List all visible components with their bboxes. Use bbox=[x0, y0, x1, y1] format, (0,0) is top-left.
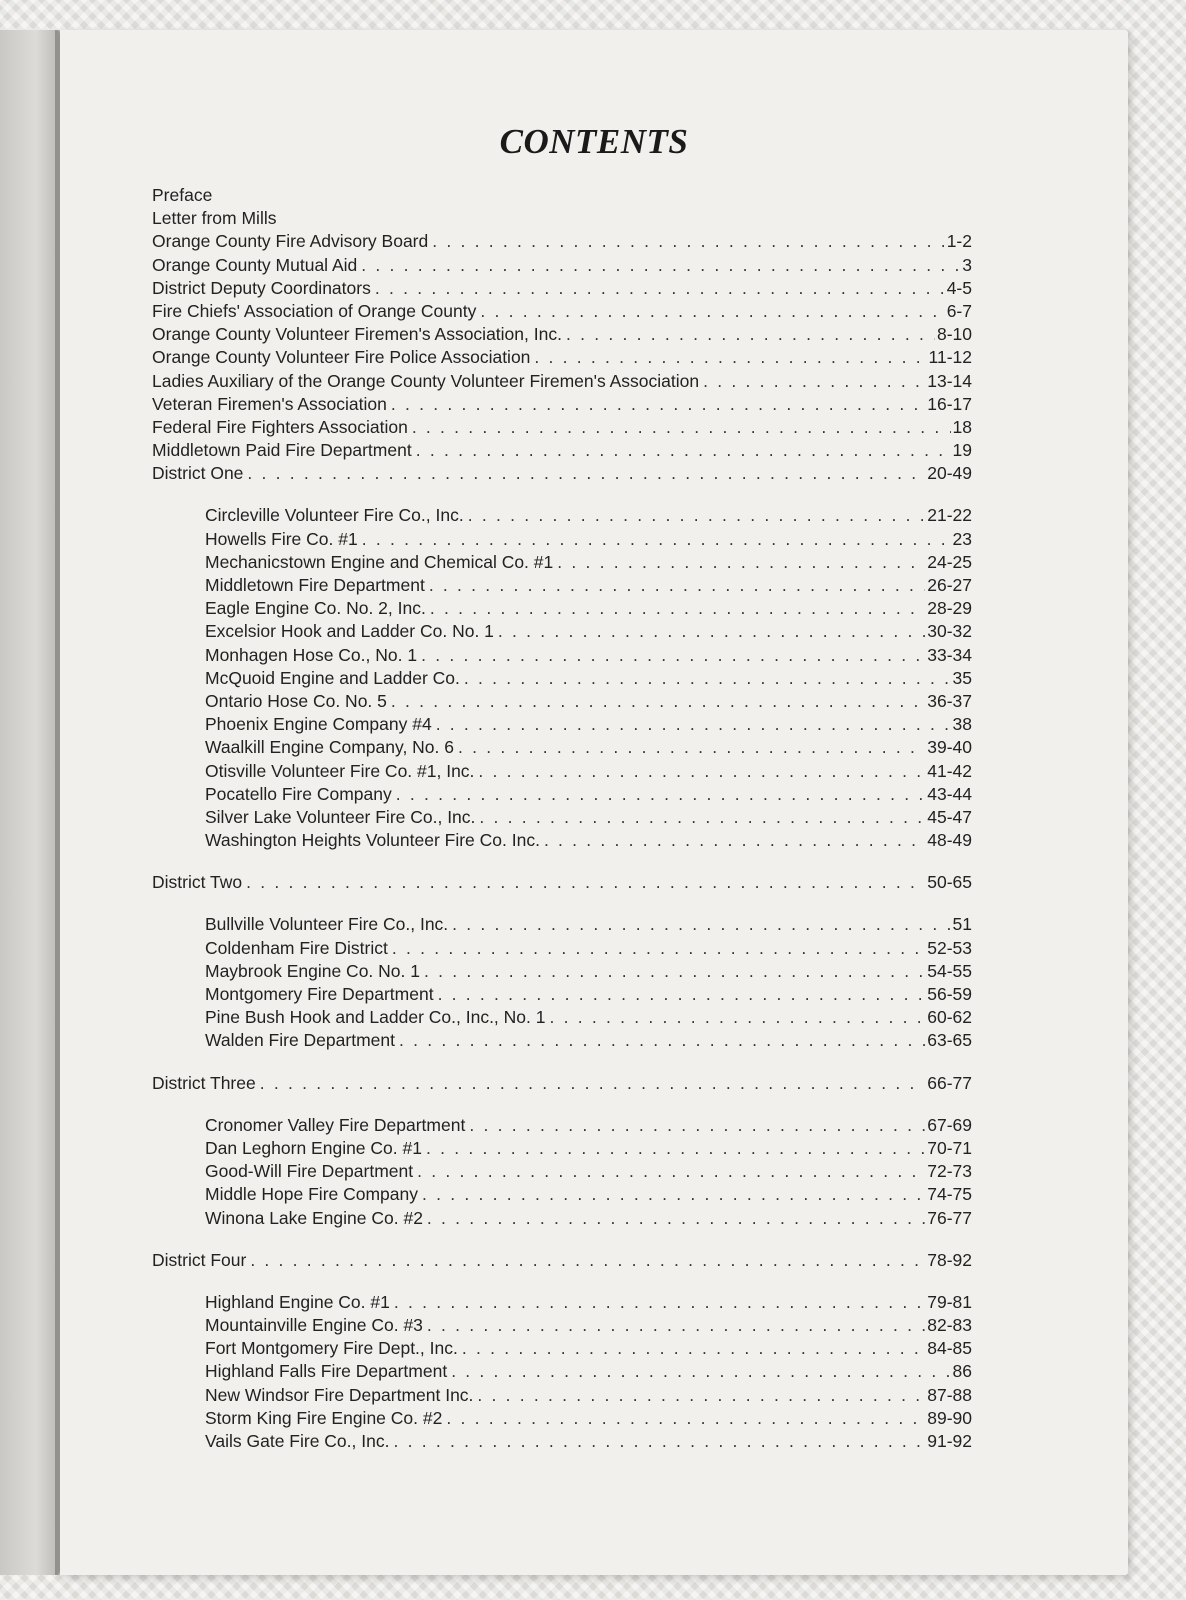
table-of-contents bbox=[152, 184, 972, 1453]
toc-entry-pages: 4-5 bbox=[946, 277, 972, 298]
toc-entry bbox=[152, 1207, 972, 1230]
toc-entry-label: Monhagen Hose Co., No. 1 bbox=[205, 644, 418, 665]
toc-entry-label: Eagle Engine Co. No. 2, Inc. bbox=[205, 598, 426, 619]
toc-entry-label: District Four bbox=[152, 1249, 247, 1270]
leader-dots bbox=[429, 574, 925, 597]
leader-dots bbox=[361, 254, 960, 277]
leader-dots bbox=[391, 393, 925, 416]
leader-dots bbox=[246, 871, 925, 894]
toc-entry-pages: 51 bbox=[952, 914, 972, 935]
leader-dots bbox=[438, 983, 926, 1006]
toc-entry-label: Maybrook Engine Co. No. 1 bbox=[205, 960, 420, 981]
toc-entry-pages: 16-17 bbox=[927, 393, 972, 414]
toc-entry-pages: 33-34 bbox=[927, 644, 972, 665]
leader-dots bbox=[534, 346, 926, 369]
leader-dots bbox=[362, 528, 951, 551]
toc-entry-label: District Deputy Coordinators bbox=[152, 277, 371, 298]
toc-entry-pages: 39-40 bbox=[927, 737, 972, 758]
toc-district-heading bbox=[152, 1249, 972, 1272]
toc-entry-label: Pine Bush Hook and Ladder Co., Inc., No. 1 bbox=[205, 1007, 546, 1028]
facing-page-edge bbox=[0, 30, 60, 1575]
toc-entry-pages: 11-12 bbox=[928, 347, 972, 368]
toc-entry-pages: 26-27 bbox=[927, 575, 972, 595]
toc-entry-label: Orange County Volunteer Firemen's Association, Inc. bbox=[152, 324, 562, 345]
leader-dots bbox=[703, 370, 925, 393]
toc-entry-label: Highland Falls Fire Department bbox=[205, 1361, 448, 1382]
toc-entry-pages: 87-88 bbox=[927, 1384, 972, 1405]
toc-entry bbox=[152, 913, 972, 936]
toc-entry-label: Mountainville Engine Co. #3 bbox=[205, 1315, 423, 1336]
toc-entry-label: Winona Lake Engine Co. #2 bbox=[205, 1207, 423, 1228]
toc-entry-label: Veteran Firemen's Association bbox=[152, 393, 387, 414]
leader-dots bbox=[498, 620, 925, 643]
toc-entry-pages: 66-77 bbox=[927, 1072, 972, 1093]
toc-entry-label: Montgomery Fire Department bbox=[205, 984, 434, 1004]
toc-entry-pages: 48-49 bbox=[927, 830, 972, 851]
toc-entry-label: Ontario Hose Co. No. 5 bbox=[205, 690, 387, 711]
toc-entry-label: Howells Fire Co. #1 bbox=[205, 528, 358, 549]
leader-dots bbox=[480, 300, 944, 323]
toc-entry bbox=[152, 760, 972, 783]
toc-entry-label: Preface bbox=[152, 185, 213, 205]
leader-dots bbox=[399, 1029, 925, 1052]
toc-entry-pages: 84-85 bbox=[927, 1338, 972, 1359]
toc-entry-pages: 50-65 bbox=[927, 872, 972, 893]
toc-entry bbox=[152, 597, 972, 620]
leader-dots bbox=[458, 736, 925, 759]
toc-entry-pages: 56-59 bbox=[927, 984, 972, 1004]
toc-entry-label: Phoenix Engine Company #4 bbox=[205, 714, 432, 735]
toc-entry-label: Ladies Auxiliary of the Orange County Volunteer Firemen's Association bbox=[152, 370, 700, 391]
toc-entry bbox=[152, 551, 972, 574]
toc-entry bbox=[152, 207, 972, 230]
toc-entry bbox=[152, 277, 972, 300]
toc-entry-label: Excelsior Hook and Ladder Co. No. 1 bbox=[205, 621, 494, 642]
toc-entry bbox=[152, 713, 972, 736]
toc-entry-label: Walden Fire Department bbox=[205, 1030, 395, 1051]
toc-entry bbox=[152, 829, 972, 852]
leader-dots bbox=[416, 439, 951, 462]
leader-dots bbox=[412, 416, 951, 439]
toc-entry-pages: 18 bbox=[952, 416, 972, 437]
leader-dots bbox=[393, 1430, 925, 1453]
toc-entry-label: District Three bbox=[152, 1072, 256, 1093]
toc-entry-label: Middletown Paid Fire Department bbox=[152, 440, 412, 461]
toc-entry-pages: 54-55 bbox=[927, 960, 972, 981]
toc-entry bbox=[152, 370, 972, 393]
toc-entry bbox=[152, 393, 972, 416]
toc-entry-label: Circleville Volunteer Fire Co., Inc. bbox=[205, 505, 464, 526]
leader-dots bbox=[549, 1006, 925, 1029]
toc-entry-pages: 6-7 bbox=[946, 300, 972, 321]
leader-dots bbox=[468, 504, 926, 527]
toc-entry-pages: 3 bbox=[962, 254, 972, 275]
toc-entry-label: Middletown Fire Department bbox=[205, 575, 425, 595]
toc-entry bbox=[152, 574, 972, 597]
leader-dots bbox=[557, 551, 925, 574]
toc-entry bbox=[152, 1360, 972, 1383]
toc-entry-label: New Windsor Fire Department Inc. bbox=[205, 1384, 474, 1405]
toc-entry-pages: 76-77 bbox=[927, 1207, 972, 1228]
leader-dots bbox=[417, 1160, 925, 1183]
toc-entry bbox=[152, 416, 972, 439]
toc-entry-pages: 24-25 bbox=[927, 551, 972, 572]
leader-dots bbox=[427, 1207, 925, 1230]
toc-entry-pages: 20-49 bbox=[927, 463, 972, 484]
leader-dots bbox=[566, 323, 935, 346]
leader-dots bbox=[436, 713, 951, 736]
page-title: CONTENTS bbox=[499, 122, 689, 161]
toc-entry bbox=[152, 1291, 972, 1314]
toc-entry bbox=[152, 323, 972, 346]
toc-entry-pages: 74-75 bbox=[927, 1184, 972, 1205]
toc-entry-label: Pocatello Fire Company bbox=[205, 783, 392, 804]
toc-entry-pages: 52-53 bbox=[927, 937, 972, 958]
toc-entry-pages: 43-44 bbox=[927, 783, 972, 804]
toc-entry bbox=[152, 300, 972, 323]
toc-entry-pages: 86 bbox=[952, 1361, 972, 1382]
leader-dots bbox=[432, 230, 944, 253]
toc-entry-label: Washington Heights Volunteer Fire Co. Inc. bbox=[205, 830, 540, 851]
leader-dots bbox=[396, 783, 925, 806]
toc-entry bbox=[152, 937, 972, 960]
toc-entry-label: Cronomer Valley Fire Department bbox=[205, 1114, 466, 1135]
toc-entry-pages: 91-92 bbox=[927, 1431, 972, 1451]
toc-entry bbox=[152, 184, 972, 207]
toc-entry-pages: 78-92 bbox=[927, 1249, 972, 1270]
toc-entry bbox=[152, 1407, 972, 1430]
toc-entry bbox=[152, 346, 972, 369]
toc-entry-label: Fire Chiefs' Association of Orange County bbox=[152, 300, 477, 321]
leader-dots bbox=[478, 760, 925, 783]
toc-entry-pages: 70-71 bbox=[927, 1137, 972, 1158]
toc-entry-label: Middle Hope Fire Company bbox=[205, 1184, 419, 1205]
toc-entry-label: Coldenham Fire District bbox=[205, 937, 388, 958]
leader-dots bbox=[424, 960, 925, 983]
toc-entry-label: Vails Gate Fire Co., Inc. bbox=[205, 1431, 390, 1451]
toc-entry-pages: 23 bbox=[952, 528, 972, 549]
leader-dots bbox=[451, 1360, 950, 1383]
toc-entry-pages: 13-14 bbox=[927, 370, 972, 391]
toc-entry-pages: 60-62 bbox=[927, 1007, 972, 1028]
toc-entry-pages: 8-10 bbox=[936, 324, 972, 345]
toc-district-heading bbox=[152, 1072, 972, 1095]
leader-dots bbox=[421, 644, 925, 667]
leader-dots bbox=[479, 806, 925, 829]
leader-dots bbox=[247, 462, 925, 485]
leader-dots bbox=[430, 597, 925, 620]
toc-entry bbox=[152, 620, 972, 643]
toc-entry-pages: 30-32 bbox=[927, 621, 972, 642]
toc-entry-label: Good-Will Fire Department bbox=[205, 1161, 414, 1182]
toc-entry-label: Storm King Fire Engine Co. #2 bbox=[205, 1407, 443, 1428]
toc-entry-label: Letter from Mills bbox=[152, 208, 277, 229]
toc-district-heading bbox=[152, 871, 972, 894]
toc-entry bbox=[152, 690, 972, 713]
toc-entry bbox=[152, 1114, 972, 1137]
leader-dots bbox=[477, 1384, 925, 1407]
toc-entry-pages: 41-42 bbox=[927, 760, 972, 781]
toc-entry-pages: 67-69 bbox=[927, 1114, 972, 1135]
toc-entry bbox=[152, 1384, 972, 1407]
toc-entry bbox=[152, 1006, 972, 1029]
toc-entry-label: Bullville Volunteer Fire Co., Inc. bbox=[205, 914, 449, 935]
toc-entry-label: Orange County Mutual Aid bbox=[152, 254, 358, 275]
toc-entry-label: Otisville Volunteer Fire Co. #1, Inc. bbox=[205, 760, 475, 781]
toc-entry-pages: 35 bbox=[952, 667, 972, 688]
toc-entry bbox=[152, 983, 972, 1006]
toc-entry-pages: 72-73 bbox=[927, 1161, 972, 1182]
leader-dots bbox=[375, 277, 945, 300]
toc-entry bbox=[152, 254, 972, 277]
leader-dots bbox=[394, 1291, 925, 1314]
leader-dots bbox=[452, 913, 950, 936]
toc-entry bbox=[152, 1430, 972, 1453]
toc-district-heading bbox=[152, 462, 972, 485]
toc-entry bbox=[152, 960, 972, 983]
toc-entry-label: Orange County Fire Advisory Board bbox=[152, 231, 429, 252]
toc-entry bbox=[152, 439, 972, 462]
toc-entry-pages: 45-47 bbox=[927, 806, 972, 827]
toc-entry bbox=[152, 736, 972, 759]
toc-entry bbox=[152, 1337, 972, 1360]
toc-entry-pages: 89-90 bbox=[927, 1407, 972, 1428]
toc-entry-label: McQuoid Engine and Ladder Co. bbox=[205, 667, 460, 688]
toc-entry bbox=[152, 806, 972, 829]
leader-dots bbox=[260, 1072, 926, 1095]
toc-entry-pages: 21-22 bbox=[927, 505, 972, 526]
toc-entry-pages: 38 bbox=[952, 714, 972, 735]
leader-dots bbox=[446, 1407, 925, 1430]
toc-entry-label: Mechanicstown Engine and Chemical Co. #1 bbox=[205, 551, 554, 572]
toc-entry bbox=[152, 1314, 972, 1337]
leader-dots bbox=[392, 937, 925, 960]
toc-entry-pages: 79-81 bbox=[927, 1291, 972, 1312]
toc-entry bbox=[152, 667, 972, 690]
toc-entry-pages: 36-37 bbox=[927, 690, 972, 711]
leader-dots bbox=[544, 829, 925, 852]
toc-entry-label: Dan Leghorn Engine Co. #1 bbox=[205, 1137, 422, 1158]
toc-entry-label: Silver Lake Volunteer Fire Co., Inc. bbox=[205, 806, 476, 827]
leader-dots bbox=[391, 690, 925, 713]
contents-page bbox=[60, 30, 1128, 1575]
toc-entry-label: Waalkill Engine Company, No. 6 bbox=[205, 737, 454, 758]
toc-entry-label: Orange County Volunteer Fire Police Association bbox=[152, 347, 531, 368]
toc-entry bbox=[152, 230, 972, 253]
leader-dots bbox=[469, 1114, 925, 1137]
toc-entry-label: Fort Montgomery Fire Dept., Inc. bbox=[205, 1338, 458, 1359]
toc-entry bbox=[152, 504, 972, 527]
toc-entry bbox=[152, 1160, 972, 1183]
toc-entry bbox=[152, 1029, 972, 1052]
toc-entry bbox=[152, 528, 972, 551]
toc-entry bbox=[152, 644, 972, 667]
leader-dots bbox=[250, 1249, 925, 1272]
leader-dots bbox=[462, 1337, 925, 1360]
leader-dots bbox=[426, 1137, 925, 1160]
toc-entry bbox=[152, 1137, 972, 1160]
toc-entry-label: Highland Engine Co. #1 bbox=[205, 1291, 390, 1312]
toc-entry-pages: 28-29 bbox=[927, 598, 972, 619]
toc-entry-label: District Two bbox=[152, 872, 243, 893]
toc-entry-pages: 63-65 bbox=[927, 1030, 972, 1051]
toc-entry bbox=[152, 783, 972, 806]
toc-entry-label: Federal Fire Fighters Association bbox=[152, 416, 408, 437]
toc-entry-pages: 19 bbox=[952, 440, 972, 461]
leader-dots bbox=[422, 1183, 925, 1206]
toc-entry-label: District One bbox=[152, 463, 244, 484]
toc-entry bbox=[152, 1183, 972, 1206]
toc-entry-pages: 1-2 bbox=[946, 231, 972, 252]
leader-dots bbox=[427, 1314, 925, 1337]
leader-dots bbox=[464, 667, 951, 690]
toc-entry-pages: 82-83 bbox=[927, 1315, 972, 1336]
